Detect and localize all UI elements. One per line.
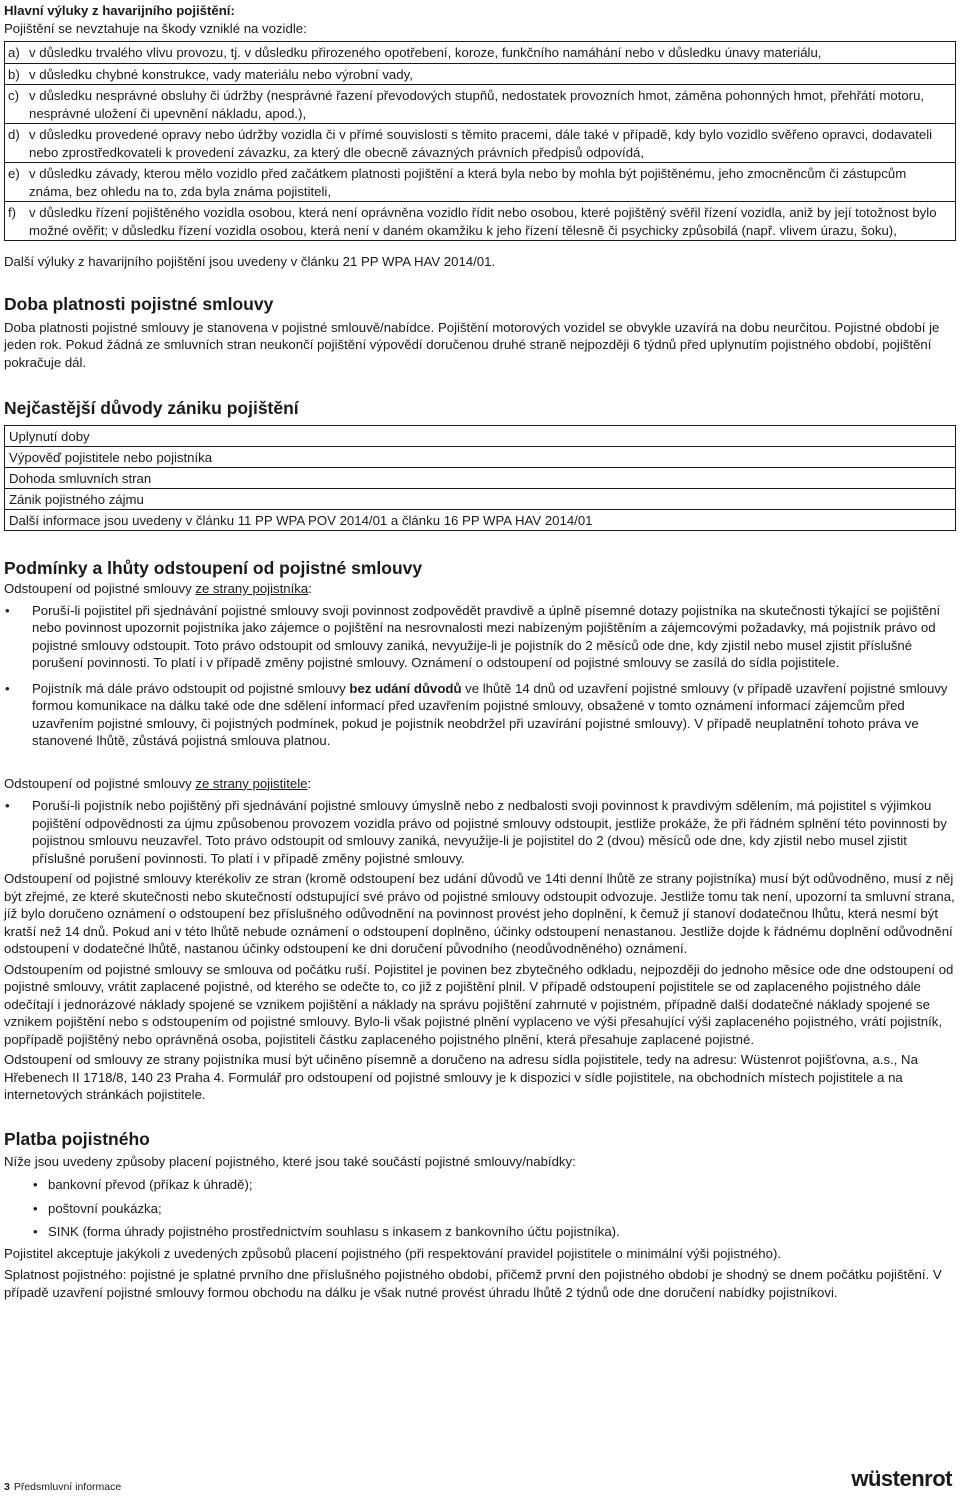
insurer-bullets xyxy=(4,602,956,750)
list-item-text-b: ve lhůtě 14 dnů od uzavření pojistné smlouvy (v případě uzavření pojistné smlouvy formou komunikace na dálku také ode dne sdělení informací před uzavřením pojistné smlouvy, obsažené v tomto oznámení informací zájemcům před uzavřením pojistné smlouvy, či pojistných podmínek, pokud je pojistník neobdržel při uzavírání pojistné smlouvy). V případě neuplatnění tohoto práva ve stanovené lhůtě, zůstává pojistná smlouva platnou. xyxy=(32,680,948,748)
exclusion-key: d) xyxy=(8,127,20,142)
list-item xyxy=(4,1176,956,1194)
payment-title: Platba pojistného xyxy=(4,1128,150,1149)
exclusion-key: c) xyxy=(8,88,19,103)
exclusion-text: v důsledku chybné konstrukce, vady materiálu nebo výrobní vady, xyxy=(29,66,413,82)
withdrawal-title: Podmínky a lhůty odstoupení od pojistné smlouvy xyxy=(4,558,423,578)
payment-para-1: Pojistitel akceptuje jakýkoli z uvedených způsobů placení pojistného (při respektování pravidel pojistitele o minimální výši pojistného). xyxy=(4,1245,782,1261)
exclusion-key: a) xyxy=(8,45,20,60)
exclusion-text: v důsledku provedené opravy nebo údržby vozidla či v přímé souvislosti s těmito pracemi, dále také v případě, kdy bylo vozidlo svěřeno opravci, dodavateli nebo zprostředkovateli k provedení závazku, za který dle obecně závazných právních předpisů odpovídá, xyxy=(29,127,933,160)
bullet-icon: • xyxy=(33,1177,38,1192)
exclusions-more: Další výluky z havarijního pojištění jsou uvedeny v článku 21 PP WPA HAV 2014/01. xyxy=(4,254,496,269)
exclusions-table xyxy=(4,41,956,241)
payment-para-2: Splatnost pojistného: pojistné je splatné prvního dne příslušného pojistného období, přičemž první den pojistného období je shodný se dnem počátku pojištění. V případě uzavření pojistné smlouvy formou obchodu na dálku je však nutné provést úhradu lhůtě 2 týdnů ode dne doručení nabídky pojistníkovi. xyxy=(4,1267,942,1300)
heading-prefix: Odstoupení od pojistné smlouvy xyxy=(4,581,196,596)
bullet-icon: • xyxy=(5,798,10,813)
holder-bullets xyxy=(4,797,956,867)
termination-row: Další informace jsou uvedeny v článku 11 PP WPA POV 2014/01 a článku 16 PP WPA HAV 2014/01 xyxy=(9,513,593,528)
document-page xyxy=(4,0,956,1301)
payment-methods xyxy=(4,1176,956,1241)
termination-row: Výpověď pojistitele nebo pojistníka xyxy=(5,447,955,468)
withdrawal-para-2: Odstoupením od pojistné smlouvy se smlouva od počátku ruší. Pojistitel je povinen bez zbytečného odkladu, nejpozději do jednoho měsíce ode dne odstoupení od pojistné smlouvy, vrátit zaplacené pojistné, od kterého se odečte to, co již z pojištění plnil. V případě odstoupení pojistitele se od zaplaceného pojistného dále odečítají i jednorázové náklady spojené se vznikem pojištění a náklady na správu pojištění zahrnuté v pojistném, případně další dodatečné náklady spojené se vznikem pojištění nebo s odstoupením od pojistné smlouvy. Bylo-li však pojistné plnění vyplaceno ve výši přesahující výši zaplaceného pojistného, vrátí pojistník, popřípadě pojištěný nebo oprávněná osoba, pojistiteli částku zaplaceného pojistného plnění, která přesahuje zaplacené pojistné. xyxy=(4,961,954,1047)
termination-row: Uplynutí doby xyxy=(5,426,955,447)
termination-title: Nejčastější důvody zániku pojištění xyxy=(4,398,299,418)
list-item-text: bankovní převod (příkaz k úhradě); xyxy=(48,1177,253,1192)
heading-suffix: : xyxy=(307,775,312,791)
exclusion-text: v důsledku řízení pojištěného vozidla osobou, která není oprávněna vozidlo řídit nebo osobou, které pojištěný svěřil řízení vozidla, aniž by její totožnost bylo možné ověřit; v důsledku řízení vozidla osobou, která není v daném okamžiku k jeho řízení tělesně či psychicky způsobilá (např. vlivem úrazu, šoku), xyxy=(29,205,937,238)
exclusion-text: v důsledku závady, kterou mělo vozidlo před začátkem platnosti pojištění a která byla nebo by mohla být pojištěnému, jeho zmocněncům či zástupcům známa, bez ohledu na to, zda byla známa pojistiteli, xyxy=(29,166,907,199)
exclusion-row xyxy=(5,42,955,64)
termination-row: Zánik pojistného zájmu xyxy=(5,489,955,510)
exclusion-key: b) xyxy=(8,66,20,82)
list-item-text: poštovní poukázka; xyxy=(48,1200,162,1216)
list-item-text: Poruší-li pojistník nebo pojištěný při sjednávání pojistné smlouvy úmyslně nebo z nedbalosti svoji povinnost k pravdivým sdělením, má pojistitel s výjimkou pojištění odpovědnosti za újmu způsobenou provozem vozidla právo od pojistné smlouvy odstoupit, jestliže prokáže, že při řádném splnění této povinnosti by pojistnou smlouvu neuzavřel. Toto právo odstoupit od smlouvy zaniká, nevyužije-li je pojistitel do 2 (dvou) měsíců ode dne, kdy zjistil nebo musel zjistit příslušné porušení povinnosti. To platí i v případě změny pojistné smlouvy. xyxy=(32,798,947,866)
termination-table xyxy=(4,425,956,531)
withdrawal-holder-heading xyxy=(4,775,956,793)
withdrawal-para-3: Odstoupení od smlouvy ze strany pojistníka musí být učiněno písemně a doručeno na adresu sídla pojistitele, tedy na adresu: Wüstenrot pojišťovna, a.s., Na Hřebenech II 1718/8, 140 23 Praha 4. Formulář pro odstoupení od pojistné smlouvy je k dispozici v sídle pojistitele, na obchodních místech pojistitele a na internetových stránkách pojistitele. xyxy=(4,1052,918,1102)
exclusion-row xyxy=(5,124,955,163)
heading-suffix: : xyxy=(308,581,312,596)
bullet-icon: • xyxy=(33,1224,38,1239)
list-item-text-a: Pojistník má dále právo odstoupit od pojistné smlouvy xyxy=(32,680,350,696)
bullet-icon: • xyxy=(33,1200,38,1216)
heading-prefix: Odstoupení od pojistné smlouvy xyxy=(4,775,196,791)
heading-underlined: ze strany pojistitele xyxy=(195,775,308,791)
list-item xyxy=(4,1223,956,1241)
list-item xyxy=(4,797,956,867)
exclusion-key: e) xyxy=(8,166,20,181)
exclusion-row xyxy=(5,163,955,202)
exclusion-row xyxy=(5,85,955,124)
bullet-icon: • xyxy=(5,602,10,618)
list-item-text: SINK (forma úhrady pojistného prostřednictvím souhlasu s inkasem z bankovního účtu pojistníka). xyxy=(48,1224,620,1239)
withdrawal-para-1: Odstoupení od pojistné smlouvy kterékoliv ze stran (kromě odstoupení bez udání důvodů ve 14ti denní lhůtě ze strany pojistníka) musí být odůvodněno, musí z něj být zřejmé, ze které skutečnosti nebo skutečností odstupující své právo od pojistné smlouvy odstoupit odvozuje. Jestliže tomu tak není, upozorní ta smluvní strana, jíž bylo doručeno oznámení o odstoupení bez příslušného odůvodnění na povinnost provést jeho doplnění, k čemuž jí stanoví dodatečnou lhůtu, která nesmí být kratší než 14 dnů. Pokud ani v této lhůtě nebude oznámení o odstoupení doplněno, účinky odstoupení nenastanou. Jestliže dojde k řádnému doplnění odůvodnění odstoupení v dodatečné lhůtě, nastanou účinky odstoupení ke dni doručení původního (neodůvodněného) oznámení. xyxy=(4,871,955,956)
list-item xyxy=(4,602,956,672)
termination-row: Dohoda smluvních stran xyxy=(5,468,955,489)
exclusion-row xyxy=(5,202,955,240)
exclusions-intro: Pojištění se nevztahuje na škody vzniklé na vozidle: xyxy=(4,20,307,36)
validity-title: Doba platnosti pojistné smlouvy xyxy=(4,293,274,314)
heading-underlined: ze strany pojistníka xyxy=(195,581,309,596)
bullet-icon: • xyxy=(5,680,10,696)
exclusion-row xyxy=(5,64,955,86)
list-item xyxy=(4,680,956,750)
list-item xyxy=(4,1200,956,1218)
validity-text: Doba platnosti pojistné smlouvy je stanovena v pojistné smlouvě/nabídce. Pojištění motorových vozidel se obvykle uzavírá na dobu neurčitou. Pojistné období je jeden rok. Pokud žádná ze smluvních stran neukončí pojištění výpovědí doručenou druhé straně nejpozději 6 týdnů před uplynutím pojistného období, pojištění pokračuje dál. xyxy=(4,319,940,370)
exclusion-text: v důsledku trvalého vlivu provozu, tj. v důsledku přirozeného opotřebení, koroze, funkčního namáhání nebo v důsledku únavy materiálu, xyxy=(29,45,822,60)
exclusions-title: Hlavní výluky z havarijního pojištění: xyxy=(4,3,235,18)
exclusion-text: v důsledku nesprávné obsluhy či údržby (nesprávné řazení převodových stupňů, nedostatek provozních hmot, záměna pohonných hmot, přehřátí motoru, nesprávné uložení či upevnění nákladu, apod.), xyxy=(29,88,925,121)
list-item-bold: bez udání důvodů xyxy=(349,680,462,696)
wustenrot-logo: wüstenrot xyxy=(851,1466,952,1491)
footer-label: Předsmluvní informace xyxy=(13,1481,122,1493)
withdrawal-insurer-heading xyxy=(4,580,956,598)
page-number: 3 xyxy=(4,1481,10,1493)
list-item-text: Poruší-li pojistitel při sjednávání pojistné smlouvy svoji povinnost zodpovědět pravdivě a úplně písemné dotazy pojistníka na skutečnosti týkající se pojištění nebo povinnost upozornit pojistníka jako zájemce o pojištění na nesrovnalosti mezi nabízeným pojištěním a zájemcovými požadavky, má pojistník právo od pojistné smlouvy odstoupit. Toto právo odstoupit od smlouvy zaniká, nevyužije-li je pojistník do 2 měsíců ode dne, kdy zjistil nebo musel zjistit příslušné porušení povinnosti. To platí i v případě změny pojistné smlouvy. Oznámení o odstoupení od pojistné smlouvy se zasílá do sídla pojistitele. xyxy=(32,602,941,670)
page-footer xyxy=(4,1480,121,1494)
exclusion-key: f) xyxy=(8,205,17,220)
payment-intro: Níže jsou uvedeny způsoby placení pojistného, které jsou také součástí pojistné smlouvy/nabídky: xyxy=(4,1153,576,1169)
